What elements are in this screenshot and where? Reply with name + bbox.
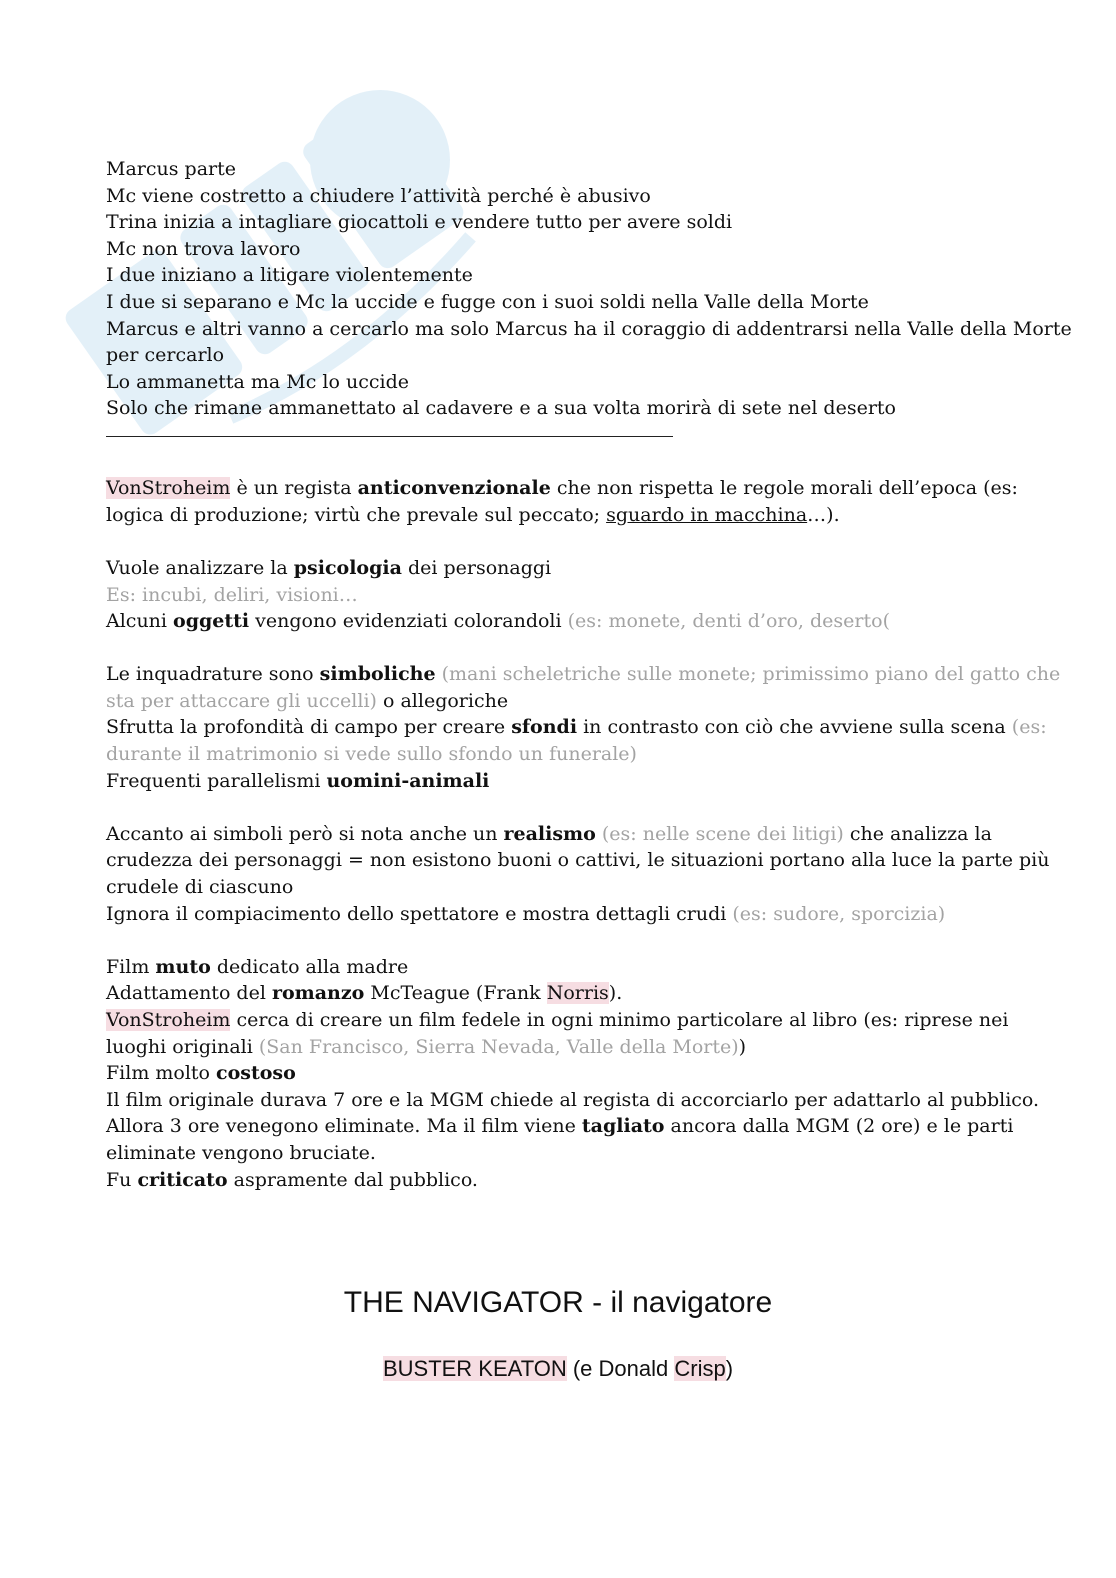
depth-line-cont: durante il matrimonio si vede sullo sfondo un funerale)	[106, 743, 637, 766]
section-title: THE NAVIGATOR - il navigatore	[343, 1286, 773, 1319]
highlight-name: Crisp	[674, 1356, 726, 1381]
story-line: Lo ammanetta ma Mc lo uccide	[106, 370, 409, 393]
story-line: per cercarlo	[106, 344, 225, 367]
story-line: I due iniziano a litigare violentemente	[106, 264, 473, 287]
criticism-line: Fu criticato aspramente dal pubblico.	[106, 1168, 478, 1191]
realism-line-cont: crudezza dei personaggi = non esistono buoni o cattivi, le situazioni portano alla luce la parte più	[106, 849, 1050, 872]
cut-line: Allora 3 ore venegono eliminate. Ma il film viene tagliato ancora dalla MGM (2 ore) e le parti	[106, 1115, 1014, 1138]
details-line: Ignora il compiacimento dello spettatore e mostra dettagli crudi (es: sudore, sporcizia)	[106, 902, 946, 925]
adaptation-line: Adattamento del romanzo McTeague (Frank Norris).	[106, 982, 623, 1005]
example-note: Es: incubi, deliri, visioni…	[106, 583, 358, 606]
highlight-name: VonStroheim	[106, 477, 231, 500]
story-line: Mc viene costretto a chiudere l’attività perché è abusivo	[106, 184, 651, 207]
depth-line: Sfrutta la profondità di campo per creare sfondi in contrasto con ciò che avviene sulla scena (es:	[106, 716, 1047, 739]
story-line: Trina inizia a intagliare giocattoli e vendere tutto per avere soldi	[106, 211, 733, 234]
story-line: Solo che rimane ammanettato al cadavere e a sua volta morirà di sete nel deserto	[106, 397, 896, 420]
story-line: I due si separano e Mc la uccide e fugge con i suoi soldi nella Valle della Morte	[106, 290, 869, 313]
fidelity-line-cont: luoghi originali (San Francisco, Sierra Nevada, Valle della Morte))	[106, 1035, 747, 1058]
story-line: Marcus parte	[106, 158, 236, 180]
paragraph-director-cont: logica di produzione; virtù che prevale sul peccato; sguardo in macchina…).	[106, 503, 840, 526]
story-line: Mc non trova lavoro	[106, 237, 301, 260]
cost-line: Film molto costoso	[106, 1062, 296, 1085]
length-line: Il film originale durava 7 ore e la MGM chiede al regista di accorciarlo per adattarlo al pubblico.	[106, 1088, 1040, 1111]
highlight-director: BUSTER KEATON	[382, 1356, 567, 1381]
framing-line-cont: sta per attaccare gli uccelli) o allegoriche	[106, 689, 509, 712]
horizontal-rule	[106, 422, 1026, 449]
underlined-text: sguardo in macchina	[606, 503, 808, 526]
realism-line: Accanto ai simboli però si nota anche un realismo (es: nelle scene dei litigi) che analizza la	[106, 822, 992, 845]
framing-line: Le inquadrature sono simboliche (mani scheletriche sulle monete; primissimo piano del gatto che	[106, 663, 1061, 686]
parallelism-line: Frequenti parallelismi uomini-animali	[106, 769, 490, 792]
cut-line-cont: eliminate vengono bruciate.	[106, 1141, 376, 1164]
fidelity-line: VonStroheim cerca di creare un film fedele in ogni minimo particolare al libro (es: riprese nei	[106, 1009, 1009, 1031]
section-subtitle: BUSTER KEATON (e Donald Crisp)	[382, 1356, 734, 1381]
realism-line-cont: crudele di ciascuno	[106, 876, 294, 899]
objects-line: Alcuni oggetti vengono evidenziati colorandoli (es: monete, denti d’oro, deserto(	[106, 610, 890, 633]
psychology-line: Vuole analizzare la psicologia dei personaggi	[106, 556, 552, 579]
document-body	[106, 156, 1072, 1193]
silent-film-line: Film muto dedicato alla madre	[106, 955, 409, 978]
story-line: Marcus e altri vanno a cercarlo ma solo Marcus ha il coraggio di addentrarsi nella Valle della Morte	[106, 317, 1072, 340]
paragraph-director: VonStroheim è un regista anticonvenzionale che non rispetta le regole morali dell’epoca (es:	[106, 477, 1018, 500]
